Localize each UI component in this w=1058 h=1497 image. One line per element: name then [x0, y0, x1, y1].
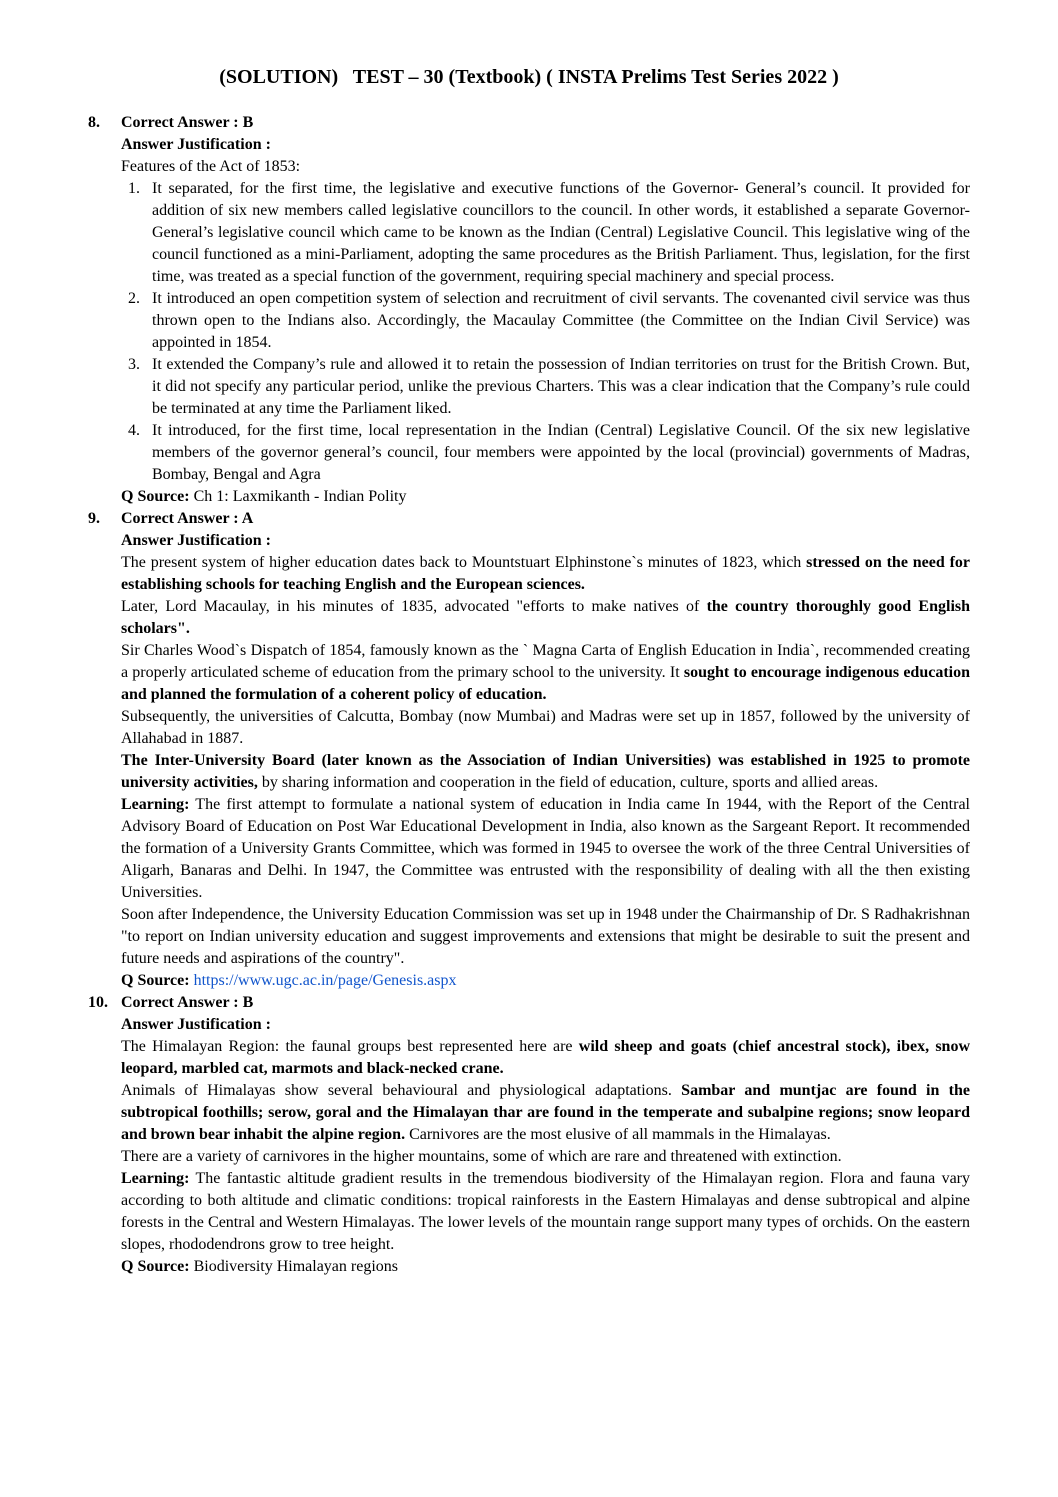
sub-points-list — [128, 178, 970, 486]
question-number: 10. — [88, 994, 108, 1011]
text-run: Learning: — [121, 796, 190, 813]
text-run: Q Source: — [121, 488, 190, 505]
list-item-text — [152, 354, 970, 420]
answer-justification-heading — [121, 134, 970, 156]
text-run: Features of the Act of 1853: — [121, 158, 301, 175]
question-number: 9. — [88, 510, 100, 527]
text-run: The fantastic altitude gradient results in the tremendous biodiversity of the Himalayan region. Flora and fauna vary according to both altitude and climatic conditions: tropical rainforests in the Eastern Himalayas and dense subtropical and alpine forests in the Central and Western Himalayas. The lower levels of the mountain range support many types of orchids. On the eastern slopes, rhododendrons grow to tree height. — [121, 1170, 970, 1253]
text-run: Soon after Independence, the University Education Commission was set up in 1948 under the Chairmanship of Dr. S Radhakrishnan "to report on Indian university education and suggest improvements and extensions that might be desirable to suit the present and future needs and aspirations of the country". — [121, 906, 970, 967]
text-run: There are a variety of carnivores in the higher mountains, some of which are rare and threatened with extinction. — [121, 1148, 842, 1165]
paragraph — [121, 640, 970, 706]
text-run: Sambar and muntjac are found in the subtropical foothills; serow, goral and the Himalayan thar are found in the temperate and subalpine regions; snow leopard and brown bear inhabit the alpine region. — [121, 1082, 970, 1143]
text-run: It introduced, for the first time, local representation in the Indian (Central) Legislative Council. Of the six new legislative members of the governor general’s council, four members were appointed by the local (provincial) governments of Madras, Bombay, Bengal and Agra — [152, 422, 970, 483]
text-run: Carnivores are the most elusive of all mammals in the Himalayas. — [405, 1126, 831, 1143]
text-run: The Inter-University Board (later known as the Association of Indian Universities) was established in 1925 to promote university activities, — [121, 752, 970, 791]
text-run: Later, Lord Macaulay, in his minutes of 1835, advocated "efforts to make natives of — [121, 598, 707, 615]
list-item-text — [152, 288, 970, 354]
paragraph — [121, 1080, 970, 1146]
text-run: It separated, for the first time, the legislative and executive functions of the Governor- General’s council. It provided for addition of six new members called legislative councillors to the council. In other words, it established a separate Governor-General’s legislative council which came to be known as the Indian (Central) Legislative Council. This legislative wing of the council functioned as a mini-Parliament, adopting the same procedures as the British Parliament. Thus, legislation, for the first time, was treated as a special function of the government, requiring special machinery and special process. — [152, 180, 970, 285]
list-item-number: 4. — [128, 422, 140, 439]
text-run: The present system of higher education dates back to Mountstuart Elphinstone`s minutes of 1823, which — [121, 554, 807, 571]
text-run: the country thoroughly good English scholars". — [121, 598, 971, 637]
questions-container — [88, 112, 970, 1278]
question-9 — [88, 508, 970, 992]
page-title: (SOLUTION) TEST – 30 (Textbook) ( INSTA Prelims Test Series 2022 ) — [219, 66, 839, 88]
text-run: stressed on the need for establishing schools for teaching English and the European sciences. — [121, 554, 971, 593]
text-run: Sir Charles Wood`s Dispatch of 1854, famously known as the ` Magna Carta of English Education in India`, recommended creating a properly articulated scheme of education from the primary school to the university. It — [121, 642, 970, 681]
answer-justification-heading — [121, 530, 970, 552]
question-body — [121, 992, 970, 1278]
paragraph — [121, 750, 970, 794]
paragraph — [121, 552, 970, 596]
paragraph — [121, 596, 970, 640]
list-item-number: 3. — [128, 356, 140, 373]
text-run: Q Source: — [121, 1258, 190, 1275]
paragraph — [121, 794, 970, 904]
text-run: Correct Answer : A — [121, 510, 254, 527]
correct-answer-line — [121, 112, 970, 134]
text-run: It introduced an open competition system of selection and recruitment of civil servants. The covenanted civil service was thus thrown open to the Indians also. Accordingly, the Macaulay Committee (the Committee on the Indian Civil Service) was appointed in 1854. — [152, 290, 970, 351]
list-item-number: 2. — [128, 290, 140, 307]
list-item — [128, 178, 970, 288]
text-run: The Himalayan Region: the faunal groups best represented here are — [121, 1038, 579, 1055]
paragraph — [121, 1036, 970, 1080]
text-run: Correct Answer : B — [121, 994, 254, 1011]
text-run: wild sheep and goats (chief ancestral stock), ibex, snow leopard, marbled cat, marmots and black-necked crane. — [121, 1038, 970, 1077]
question-8 — [88, 112, 970, 508]
text-run: Answer Justification : — [121, 1016, 271, 1033]
text-run: Answer Justification : — [121, 532, 271, 549]
text-run: Correct Answer : B — [121, 114, 254, 131]
text-run: Answer Justification : — [121, 136, 271, 153]
paragraph — [121, 1168, 970, 1256]
question-10 — [88, 992, 970, 1278]
text-run: Biodiversity Himalayan regions — [189, 1258, 398, 1275]
q-source-line — [121, 1256, 970, 1278]
text-run: Ch 1: Laxmikanth - Indian Polity — [189, 488, 407, 505]
answer-justification-heading — [121, 1014, 970, 1036]
question-number: 8. — [88, 114, 100, 131]
list-item — [128, 354, 970, 420]
text-run: Learning: — [121, 1170, 190, 1187]
paragraph — [121, 1146, 970, 1168]
list-item — [128, 420, 970, 486]
question-body — [121, 112, 970, 508]
question-body — [121, 508, 970, 992]
text-run: It extended the Company’s rule and allowed it to retain the possession of Indian territories on trust for the British Crown. But, it did not specify any particular period, unlike the previous Charters. This was a clear indication that the Company’s rule could be terminated at any time the Parliament liked. — [152, 356, 970, 417]
q-source-line — [121, 486, 970, 508]
q-source-link[interactable]: https://www.ugc.ac.in/page/Genesis.aspx — [193, 972, 457, 989]
list-item-text — [152, 178, 970, 288]
text-run: Subsequently, the universities of Calcutta, Bombay (now Mumbai) and Madras were set up in 1857, followed by the university of Allahabad in 1887. — [121, 708, 970, 747]
list-item-number: 1. — [128, 180, 140, 197]
q-source-line — [121, 970, 970, 992]
text-run: sought to encourage indigenous education and planned the formulation of a coherent policy of education. — [121, 664, 970, 703]
correct-answer-line — [121, 992, 970, 1014]
text-run: Q Source: — [121, 972, 190, 989]
paragraph — [121, 904, 970, 970]
list-item — [128, 288, 970, 354]
text-run: by sharing information and cooperation in the field of education, culture, sports and allied areas. — [257, 774, 879, 791]
paragraph — [121, 706, 970, 750]
text-run: The first attempt to formulate a national system of education in India came In 1944, with the Report of the Central Advisory Board of Education on Post War Educational Development in India, also known as the Sargeant Report. It recommended the formation of a University Grants Committee, which was formed in 1945 to oversee the work of the three Central Universities of Aligarh, Banaras and Delhi. In 1947, the Committee was entrusted with the responsibility of dealing with all the then existing Universities. — [121, 796, 970, 901]
paragraph — [121, 156, 970, 178]
list-item-text — [152, 420, 970, 486]
correct-answer-line — [121, 508, 970, 530]
text-run: Animals of Himalayas show several behavioural and physiological adaptations. — [121, 1082, 682, 1099]
